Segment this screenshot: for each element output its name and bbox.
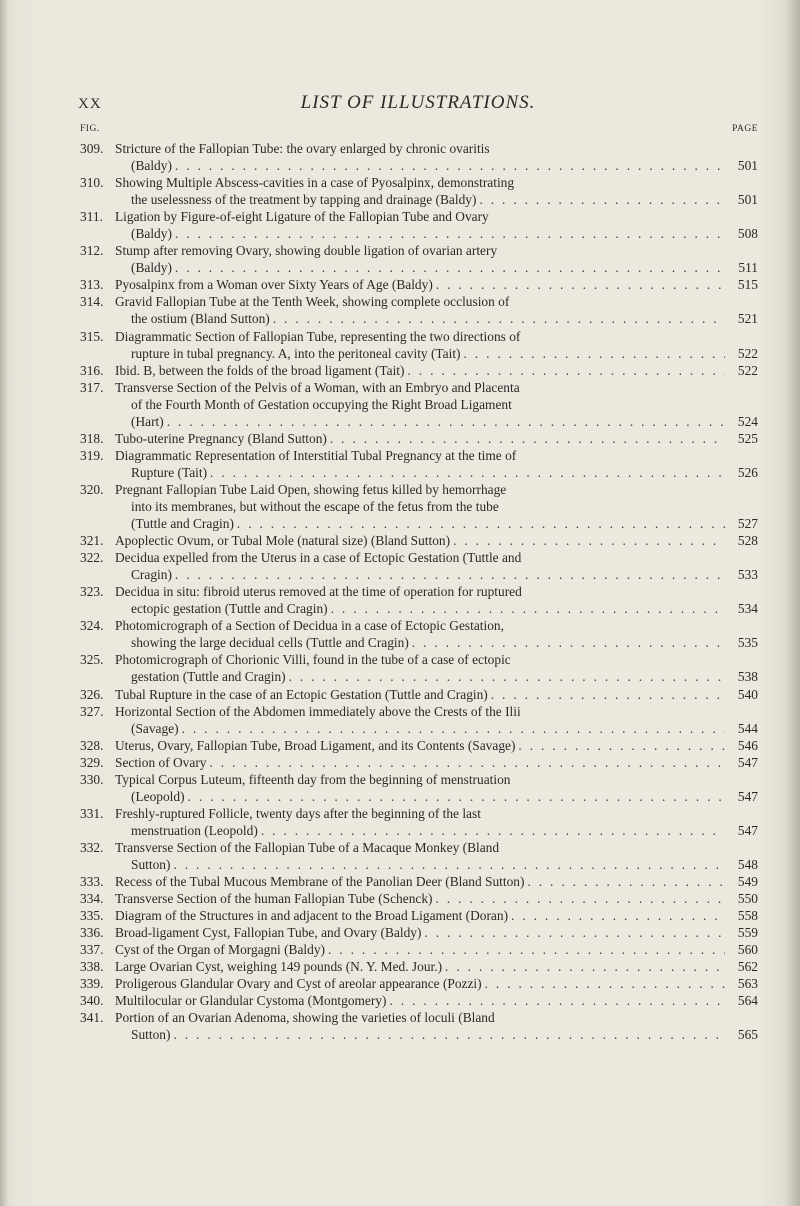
figure-number: 320. [80,481,104,497]
figure-number: 325. [80,652,104,668]
figure-number: 309. [80,141,104,156]
figure-caption [115,686,758,703]
caption-line: Tubal Rupture in the case of an Ectopic Gestation (Tuttle and Cragin) [115,686,488,702]
page-edge-shadow [786,0,800,1206]
figure-caption [115,430,758,447]
page-title: LIST OF ILLUSTRATIONS. [300,92,536,113]
list-item [80,754,758,771]
list-item [80,242,758,276]
list-item [80,583,758,617]
caption-line: Stump after removing Ovary, showing double ligation of ovarian artery [115,243,498,259]
list-item [80,941,758,958]
list-item [80,771,758,805]
figure-caption [115,754,758,771]
figure-number: 329. [80,754,104,770]
list-item [80,447,758,481]
figure-number: 317. [80,379,104,395]
figure-number: 330. [80,771,104,787]
page-reference: 515 [737,277,758,293]
caption-line: Multilocular or Glandular Cystoma (Montgomery) [115,993,387,1009]
list-item [80,532,758,549]
figure-number: 333. [80,874,104,890]
list-item [80,907,758,924]
caption-line: Freshly-ruptured Follicle, twenty days after the beginning of the last [115,805,481,821]
figure-caption [115,140,758,174]
dot-leader [289,668,725,685]
caption-line: (Baldy) [131,260,172,276]
page-reference: 524 [737,413,758,429]
figure-caption [115,941,758,958]
page-reference: 501 [737,192,758,208]
page-number-roman: XX [78,96,102,112]
figure-caption [115,549,758,583]
figure-caption [115,651,758,685]
page-reference: 525 [737,430,758,446]
caption-line: Uterus, Ovary, Fallopian Tube, Broad Ligament, and its Contents (Savage) [115,737,516,753]
list-item [80,1009,758,1043]
caption-line: Decidua expelled from the Uterus in a case of Ectopic Gestation (Tuttle and [115,550,522,566]
dot-leader [453,532,725,549]
page-reference: 526 [737,464,758,480]
list-item [80,293,758,327]
dot-leader [175,225,725,242]
dot-leader [330,430,725,447]
caption-line: (Hart) [131,413,164,429]
figure-number: 332. [80,839,104,855]
dot-leader [412,634,725,651]
caption-line: Apoplectic Ovum, or Tubal Mole (natural size) (Bland Sutton) [115,533,451,549]
caption-line: menstruation (Leopold) [131,822,258,838]
page-reference: 521 [737,311,758,327]
list-item [80,140,758,174]
figure-caption [115,242,758,276]
list-item [80,549,758,583]
figure-caption [115,737,758,754]
dot-leader [436,890,726,907]
figure-caption [115,805,758,839]
caption-line: Sutton) [131,1027,171,1043]
dot-leader [261,822,725,839]
caption-line: Pyosalpinx from a Woman over Sixty Years of Age (Baldy) [115,277,433,293]
figure-caption [115,992,758,1009]
page-reference: 511 [738,260,758,276]
list-item [80,890,758,907]
page-reference: 527 [737,516,758,532]
figure-number: 337. [80,942,104,958]
figure-number: 334. [80,891,104,907]
caption-line: Transverse Section of the Pelvis of a Woman, with an Embryo and Placenta [115,379,520,395]
figure-caption [115,958,758,975]
page-reference: 535 [737,635,758,651]
figure-caption [115,583,758,617]
figure-number: 326. [80,686,104,702]
dot-leader [518,737,725,754]
caption-line: (Savage) [131,720,179,736]
figure-caption [115,924,758,941]
figure-caption [115,975,758,992]
list-item [80,276,758,293]
figure-caption [115,532,758,549]
dot-leader [209,754,725,771]
figure-number: 319. [80,447,104,463]
dot-leader [182,720,725,737]
page-reference: 547 [737,754,758,770]
page-reference: 533 [737,567,758,583]
page-reference: 548 [737,856,758,872]
illustrations-list [80,140,758,1043]
figure-caption [115,293,758,327]
dot-leader [424,924,725,941]
page-reference: 565 [737,1027,758,1043]
caption-line: Diagrammatic Section of Fallopian Tube, representing the two directions of [115,328,521,344]
page-reference: 546 [737,737,758,753]
page-reference: 538 [737,669,758,685]
caption-line: into its membranes, but without the escape of the fetus from the tube [131,498,499,514]
caption-line: the ostium (Bland Sutton) [131,311,270,327]
dot-leader [389,992,725,1009]
list-item [80,703,758,737]
caption-line: Transverse Section of the Fallopian Tube of a Macaque Monkey (Bland [115,839,500,855]
list-item [80,651,758,685]
list-item [80,805,758,839]
fig-column-heading: FIG. [80,124,100,134]
figure-number: 339. [80,976,104,992]
dot-leader [331,600,725,617]
list-item [80,481,758,532]
figure-number: 340. [80,993,104,1009]
figure-number: 336. [80,925,104,941]
figure-number: 338. [80,959,104,975]
figure-caption [115,890,758,907]
list-item [80,924,758,941]
caption-line: (Baldy) [131,226,172,242]
dot-leader [173,856,725,873]
figure-caption [115,703,758,737]
list-item [80,328,758,362]
page-reference: 540 [737,686,758,702]
column-headings [78,124,758,136]
caption-line: Sutton) [131,856,171,872]
page-reference: 501 [737,158,758,174]
dot-leader [188,788,725,805]
list-item [80,686,758,703]
figure-number: 328. [80,737,104,753]
list-item [80,617,758,651]
caption-line: the uselessness of the treatment by tapping and drainage (Baldy) [131,192,477,208]
page-reference: 544 [737,720,758,736]
page-reference: 528 [737,533,758,549]
dot-leader [436,276,725,293]
page-reference: 564 [737,993,758,1009]
dot-leader [175,157,725,174]
caption-line: Portion of an Ovarian Adenoma, showing the varieties of loculi (Bland [115,1010,495,1026]
caption-line: Recess of the Tubal Mucous Membrane of the Panolian Deer (Bland Sutton) [115,874,525,890]
caption-line: Ligation by Figure-of-eight Ligature of the Fallopian Tube and Ovary [115,209,489,225]
list-item [80,379,758,430]
page-reference: 559 [737,925,758,941]
dot-leader [445,958,725,975]
dot-leader [175,259,725,276]
caption-line: Proligerous Glandular Ovary and Cyst of areolar appearance (Pozzi) [115,976,482,992]
page-reference: 508 [737,226,758,242]
figure-number: 327. [80,703,104,719]
figure-number: 323. [80,584,104,600]
caption-line: Gravid Fallopian Tube at the Tenth Week, showing complete occlusion of [115,294,510,310]
figure-caption [115,617,758,651]
page-reference: 562 [737,959,758,975]
page-column-heading: PAGE [732,124,758,134]
caption-line: Horizontal Section of the Abdomen immediately above the Crests of the Ilii [115,703,521,719]
caption-line: Tubo-uterine Pregnancy (Bland Sutton) [115,430,327,446]
caption-line: Cragin) [131,567,172,583]
caption-line: (Baldy) [131,158,172,174]
caption-line: rupture in tubal pregnancy. A, into the peritoneal cavity (Tait) [131,345,461,361]
caption-line: Large Ovarian Cyst, weighing 149 pounds (N. Y. Med. Jour.) [115,959,443,975]
caption-line: Typical Corpus Luteum, fifteenth day from the beginning of menstruation [115,771,511,787]
figure-caption [115,208,758,242]
figure-number: 312. [80,243,104,259]
caption-line: Cyst of the Organ of Morgagni (Baldy) [115,942,326,958]
figure-number: 314. [80,294,104,310]
dot-leader [491,686,725,703]
caption-line: Showing Multiple Abscess-cavities in a case of Pyosalpinx, demonstrating [115,175,515,191]
page-reference: 560 [737,942,758,958]
caption-line: (Tuttle and Cragin) [131,516,234,532]
running-header [78,92,758,116]
figure-number: 324. [80,618,104,634]
list-item [80,873,758,890]
figure-caption [115,907,758,924]
dot-leader [175,566,725,583]
caption-line: Photomicrograph of a Section of Decidua in a case of Ectopic Gestation, [115,618,504,634]
dot-leader [210,464,725,481]
caption-line: Transverse Section of the human Fallopian Tube (Schenck) [115,891,433,907]
dot-leader [237,515,725,532]
page-reference: 547 [737,822,758,838]
caption-line: Ibid. B, between the folds of the broad ligament (Tait) [115,362,405,378]
figure-number: 335. [80,908,104,924]
dot-leader [167,413,725,430]
figure-number: 318. [80,430,104,446]
page-reference: 522 [737,345,758,361]
caption-line: showing the large decidual cells (Tuttle and Cragin) [131,635,409,651]
figure-caption [115,362,758,379]
dot-leader [328,941,725,958]
figure-number: 311. [80,209,103,225]
page-reference: 547 [737,788,758,804]
dot-leader [527,873,725,890]
figure-caption [115,379,758,430]
figure-caption [115,276,758,293]
figure-caption [115,839,758,873]
list-item [80,737,758,754]
figure-caption [115,481,758,532]
figure-caption [115,328,758,362]
binding-shadow [0,0,8,1206]
caption-line: (Leopold) [131,788,185,804]
page-reference: 534 [737,601,758,617]
list-item [80,958,758,975]
caption-line: Diagrammatic Representation of Interstitial Tubal Pregnancy at the time of [115,447,517,463]
caption-line: ectopic gestation (Tuttle and Cragin) [131,601,328,617]
figure-caption [115,174,758,208]
caption-line: Stricture of the Fallopian Tube: the ovary enlarged by chronic ovaritis [115,141,490,156]
figure-number: 316. [80,362,104,378]
figure-caption [115,1009,758,1043]
dot-leader [464,345,725,362]
list-item [80,174,758,208]
figure-caption [115,873,758,890]
page-reference: 522 [737,362,758,378]
caption-line: Broad-ligament Cyst, Fallopian Tube, and Ovary (Baldy) [115,925,422,941]
caption-line: of the Fourth Month of Gestation occupying the Right Broad Ligament [131,396,512,412]
caption-line: Diagram of the Structures in and adjacent to the Broad Ligament (Doran) [115,908,509,924]
list-item [80,208,758,242]
list-item [80,992,758,1009]
list-item [80,430,758,447]
dot-leader [273,310,725,327]
dot-leader [173,1026,725,1043]
dot-leader [407,362,725,379]
caption-line: Pregnant Fallopian Tube Laid Open, showing fetus killed by hemorrhage [115,481,507,497]
figure-caption [115,447,758,481]
caption-line: Section of Ovary [115,754,207,770]
page-reference: 550 [737,891,758,907]
page-reference: 558 [737,908,758,924]
list-item [80,362,758,379]
figure-caption [115,771,758,805]
figure-number: 315. [80,328,104,344]
caption-line: Photomicrograph of Chorionic Villi, found in the tube of a case of ectopic [115,652,511,668]
figure-number: 331. [80,805,104,821]
caption-line: gestation (Tuttle and Cragin) [131,669,286,685]
figure-number: 322. [80,550,104,566]
dot-leader [511,907,725,924]
figure-number: 313. [80,277,104,293]
page-reference: 563 [737,976,758,992]
dot-leader [485,975,725,992]
figure-number: 341. [80,1010,104,1026]
caption-line: Rupture (Tait) [131,464,208,480]
page-reference: 549 [737,874,758,890]
dot-leader [479,191,725,208]
list-item [80,975,758,992]
list-item [80,839,758,873]
caption-line: Decidua in situ: fibroid uterus removed at the time of operation for ruptured [115,584,522,600]
figure-number: 310. [80,175,104,191]
figure-number: 321. [80,533,104,549]
